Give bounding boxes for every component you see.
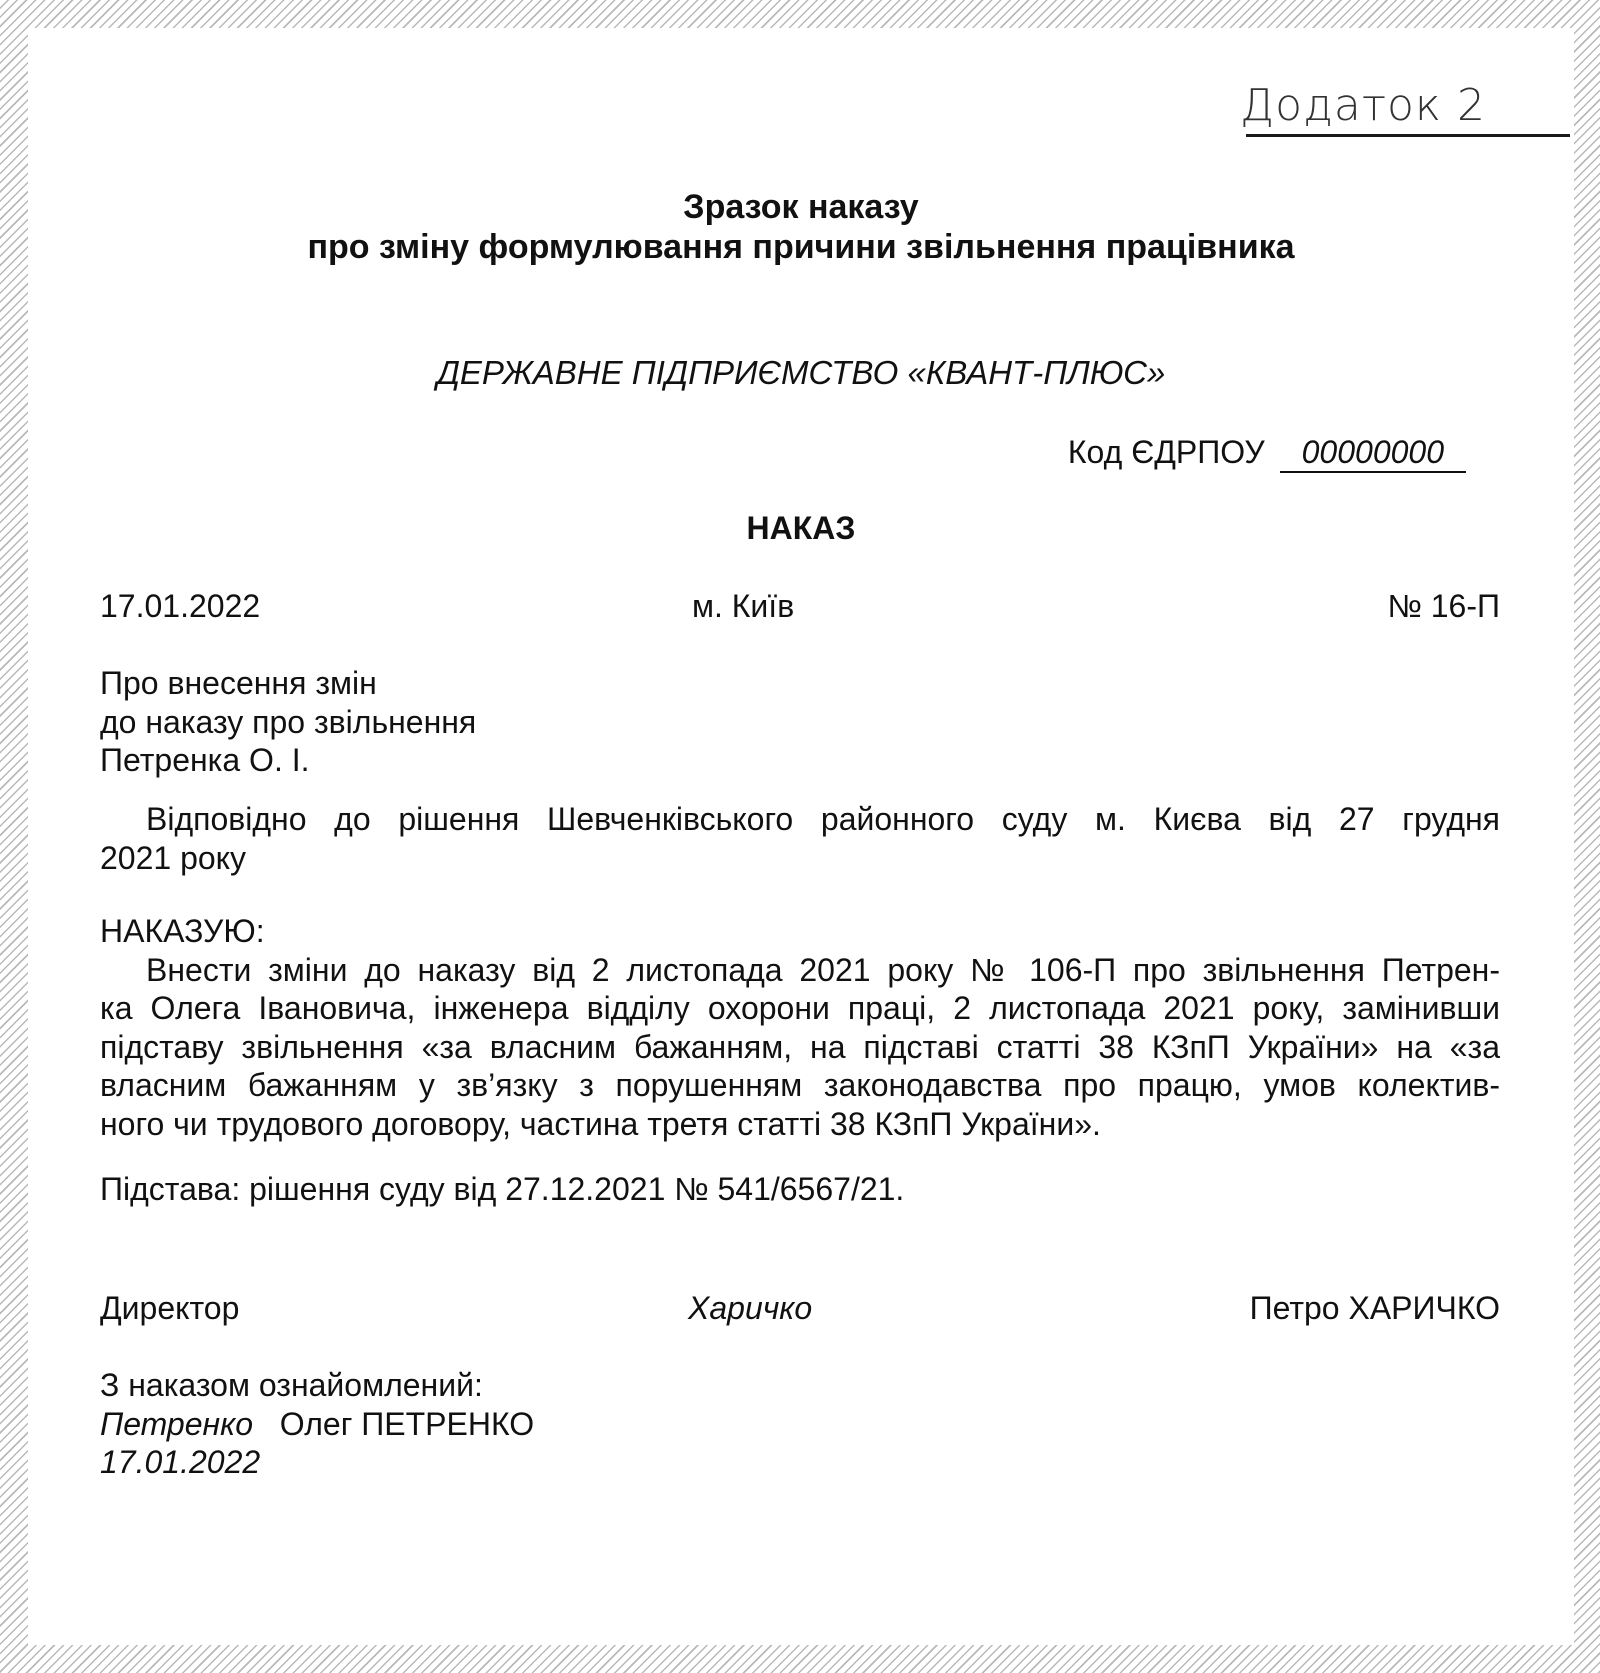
order-line: ного чи трудового договору, частина третя статті 38 КЗпП України». [100, 1105, 1101, 1142]
basis-line: Підстава: рішення суду від 27.12.2021 № 541/6567/21. [100, 1171, 905, 1207]
subject-line: до наказу про звільнення [100, 703, 477, 740]
signatory-name: Петро ХАРИЧКО [1249, 1290, 1500, 1326]
document-title-line-1: Зразок наказу [683, 188, 919, 226]
order-city: м. Київ [692, 588, 795, 624]
edrpou-label: Код ЄДРПОУ [1067, 434, 1265, 470]
order-line: ка Олега Івановича, інженера відділу охорони праці, 2 листопада 2021 року, замінивши [100, 990, 1500, 1026]
acknowledgement-block [100, 1366, 534, 1482]
employee-name: Олег ПЕТРЕНКО [279, 1405, 535, 1442]
document-title-line-2: про зміну формулювання причини звільнення працівника [307, 228, 1295, 266]
employee-signature: Петренко [100, 1405, 254, 1442]
signatory-position: Директор [100, 1290, 240, 1326]
preamble-line: Відповідно до рішення Шевченківського районного суду м. Києва від 27 грудня [146, 801, 1500, 837]
order-subject [100, 664, 476, 780]
order-line: підставу звільнення «за власним бажанням, на підставі статті 38 КЗпП України» на «за [100, 1028, 1500, 1065]
acknowledgement-heading: З наказом ознайомлений: [100, 1367, 483, 1403]
edrpou-code [1068, 434, 1466, 473]
order-number: № 16-П [1387, 588, 1500, 624]
edrpou-value: 00000000 [1280, 435, 1466, 473]
organization-name: ДЕРЖАВНЕ ПІДПРИЄМСТВО «КВАНТ-ПЛЮС» [436, 354, 1166, 391]
order-line: власним бажанням у зв’язку з порушенням законодавства про працю, умов колектив- [100, 1067, 1500, 1103]
order-paragraph [100, 912, 1500, 1143]
acknowledgement-signature-line [100, 1405, 534, 1444]
order-heading: НАКАЗУЮ: [100, 913, 265, 949]
order-line: Внести зміни до наказу від 2 листопада 2021 року № 106-П про звільнення Петрен- [146, 951, 1500, 988]
preamble-paragraph [100, 800, 1500, 877]
acknowledgement-date: 17.01.2022 [100, 1444, 261, 1480]
document-type: НАКАЗ [746, 510, 856, 546]
appendix-underline [1246, 134, 1570, 137]
appendix-label: Додаток 2 [1239, 80, 1486, 131]
document-page [28, 28, 1574, 1645]
order-date: 17.01.2022 [100, 588, 261, 624]
subject-line: Петренка О. І. [100, 742, 310, 778]
director-signature: Харичко [688, 1290, 813, 1326]
preamble-line: 2021 року [100, 839, 247, 876]
subject-line: Про внесення змін [100, 665, 377, 701]
